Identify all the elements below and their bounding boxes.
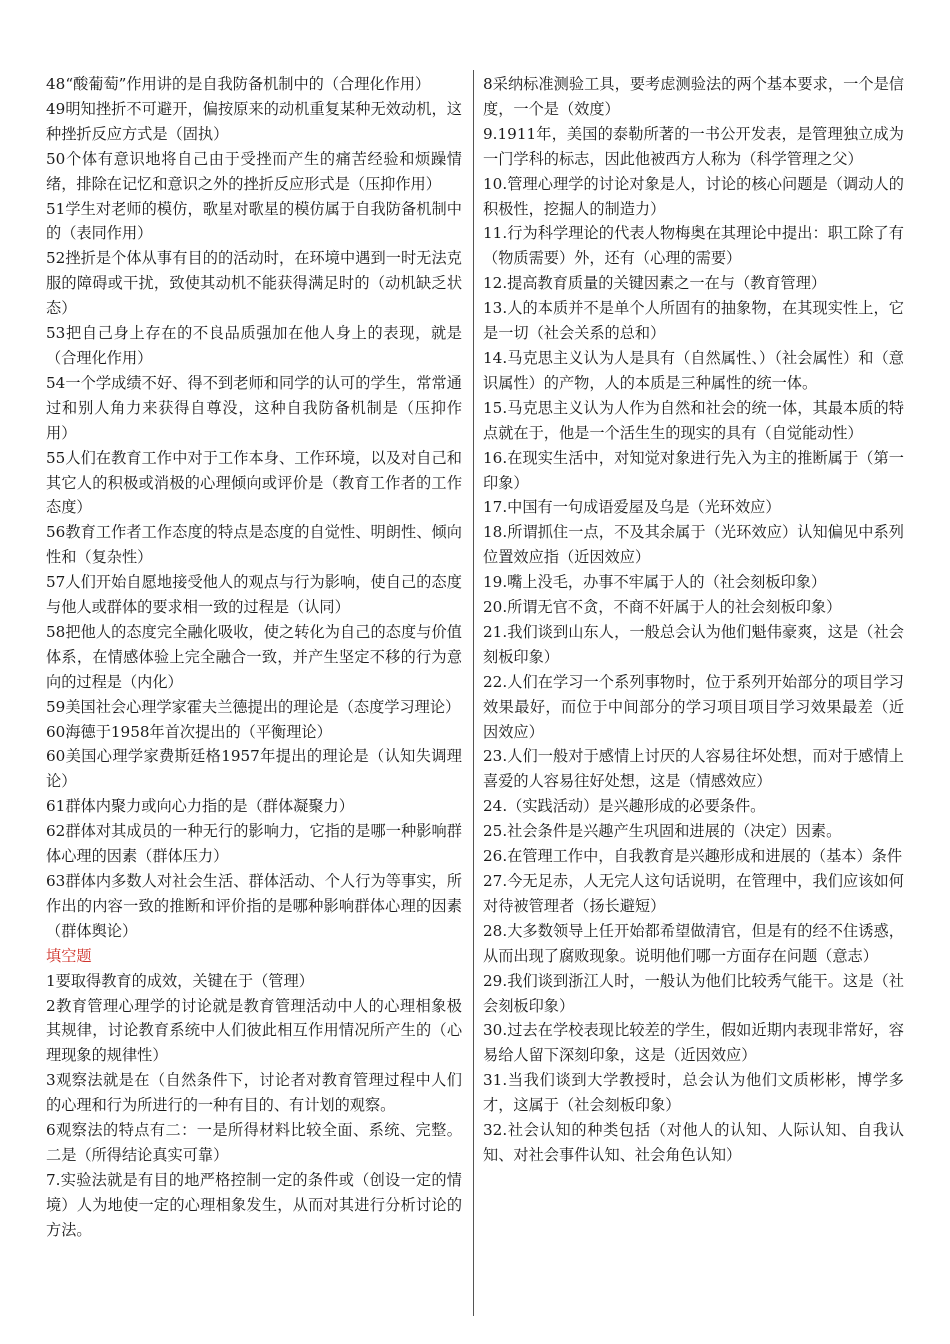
question-59: 59美国社会心理学家霍夫兰德提出的理论是（态度学习理论） bbox=[46, 697, 461, 716]
fill-item-18: 18.所谓抓住一点，不及其余属于（光环效应）认知偏见中系列位置效应指（近因效应） bbox=[483, 523, 904, 567]
fill-item-17: 17.中国有一句成语爱屋及乌是（光环效应） bbox=[483, 498, 781, 517]
question-54: 54一个学成绩不好、得不到老师和同学的认可的学生，常常通过和别人角力来获得自尊没，这种自我防备机制是（压抑作用） bbox=[46, 373, 462, 442]
fill-item-15: 15.马克思主义认为人作为自然和社会的统一体，其最本质的特点就在于，他是一个活生生的现实的具有（自觉能动性） bbox=[483, 398, 904, 442]
fill-item-8: 8采纳标准测验工具，要考虑测验法的两个基本要求，一个是信度，一个是（效度） bbox=[483, 75, 904, 118]
fill-item-23: 23.人们一般对于感情上讨厌的人容易往坏处想，而对于感情上喜爱的人容易往好处想，这是（情感效应） bbox=[483, 747, 904, 791]
fill-item-11: 11.行为科学理论的代表人物梅奥在其理论中提出：职工除了有（物质需要）外，还有（心理的需要） bbox=[483, 224, 904, 268]
question-48: 48“酸葡萄”作用讲的是自我防备机制中的（合理化作用） bbox=[46, 75, 431, 93]
question-51: 51学生对老师的模仿，歌星对歌星的模仿属于自我防备机制中的（表同作用） bbox=[46, 199, 462, 243]
question-58: 58把他人的态度完全融化吸收，使之转化为自己的态度与价值体系，在情感体验上完全融合一致，并产生坚定不移的行为意向的过程是（内化） bbox=[46, 622, 462, 691]
fill-item-27: 27.今无足赤，人无完人这句话说明，在管理中，我们应该如何对待被管理者（扬长避短） bbox=[483, 872, 904, 915]
fill-item-31: 31.当我们谈到大学教授时，总会认为他们文质彬彬，博学多才，这属于（社会刻板印象） bbox=[483, 1071, 904, 1115]
fill-item-16: 16.在现实生活中，对知觉对象进行先入为主的推断属于（第一印象） bbox=[483, 448, 904, 492]
fill-item-3: 3观察法就是在（自然条件下，讨论者对教育管理过程中人们的心理和行为所进行的一种有目的、有计划的观察。 bbox=[46, 1071, 462, 1115]
fill-item-6: 6观察法的特点有二：一是所得材料比较全面、系统、完整。二是（所得结论真实可靠） bbox=[46, 1121, 462, 1164]
question-62: 62群体对其成员的一种无行的影响力，它指的是哪一种影响群体心理的因素（群体压力） bbox=[46, 822, 462, 866]
fill-item-24: 24.（实践活动）是兴趣形成的必要条件。 bbox=[483, 797, 766, 816]
section-heading-fill-in: 填空题 bbox=[46, 946, 92, 965]
question-63: 63群体内多数人对社会生活、群体活动、个人行为等事实，所作出的内容一致的推断和评价指的是哪种影响群体心理的因素（群体舆论） bbox=[46, 872, 462, 940]
question-55: 55人们在教育工作中对于工作本身、工作环境，以及对自己和其它人的积极或消极的心理倾向或评价是（教育工作者的工作态度） bbox=[46, 448, 462, 517]
fill-item-28: 28.大多数领导上任开始都希望做清官，但是有的经不住诱惑，从而出现了腐败现象。说明他们哪一方面存在问题（意志） bbox=[483, 921, 904, 965]
fill-item-12: 12.提高教育质量的关键因素之一在与（教育管理） bbox=[483, 274, 827, 293]
fill-item-30: 30.过去在学校表现比较差的学生，假如近期内表现非常好，容易给人留下深刻印象，这是（近因效应） bbox=[483, 1021, 904, 1065]
fill-item-19: 19.嘴上没毛，办事不牢属于人的（社会刻板印象） bbox=[483, 573, 827, 592]
fill-item-1: 1要取得教育的成效，关键在于（管理） bbox=[46, 971, 314, 990]
question-56: 56教育工作者工作态度的特点是态度的自觉性、明朗性、倾向性和（复杂性） bbox=[46, 523, 462, 567]
question-60b: 60美国心理学家费斯廷格1957年提出的理论是（认知失调理论） bbox=[46, 747, 462, 791]
fill-item-13: 13.人的本质并不是单个人所固有的抽象物，在其现实性上，它是一切（社会关系的总和） bbox=[483, 299, 904, 343]
question-49: 49明知挫折不可避开，偏按原来的动机重复某种无效动机，这种挫折反应方式是（固执） bbox=[46, 99, 462, 143]
fill-item-25: 25.社会条件是兴趣产生巩固和进展的（决定）因素。 bbox=[483, 822, 842, 841]
question-61: 61群体内聚力或向心力指的是（群体凝聚力） bbox=[46, 797, 354, 816]
fill-item-7: 7.实验法就是有目的地严格控制一定的条件或（创设一定的情境）人为地使一定的心理相象发生，从而对其进行分析讨论的方法。 bbox=[46, 1170, 462, 1239]
fill-item-10: 10.管理心理学的讨论对象是人，讨论的核心问题是（调动人的积极性，挖掘人的制造力） bbox=[483, 174, 904, 218]
fill-item-21: 21.我们谈到山东人，一般总会认为他们魁伟豪爽，这是（社会刻板印象） bbox=[483, 622, 904, 666]
question-60a: 60海德于1958年首次提出的（平衡理论） bbox=[46, 722, 332, 741]
fill-item-14: 14.马克思主义认为人是具有（自然属性、）（社会属性）和（意识属性）的产物，人的本质是三种属性的统一体。 bbox=[483, 348, 904, 392]
fill-item-2: 2教育管理心理学的讨论就是教育管理活动中人的心理相象极其规律，讨论教育系统中人们彼此相互作用情况所产生的（心理现象的规律性） bbox=[46, 996, 462, 1065]
fill-item-29: 29.我们谈到浙江人时，一般认为他们比较秀气能干。这是（社会刻板印象） bbox=[483, 971, 904, 1015]
left-column bbox=[46, 72, 462, 1243]
fill-item-9: 9.1911年，美国的泰勒所著的一书公开发表，是管理独立成为一门学科的标志，因此他被西方人称为（科学管理之父） bbox=[483, 124, 904, 168]
question-57: 57人们开始自愿地接受他人的观点与行为影响，使自己的态度与他人或群体的要求相一致的过程是（认同） bbox=[46, 573, 462, 617]
question-53: 53把自己身上存在的不良品质强加在他人身上的表现，就是（合理化作用） bbox=[46, 324, 462, 367]
right-column bbox=[483, 72, 904, 1168]
fill-item-22: 22.人们在学习一个系列事物时，位于系列开始部分的项目学习效果最好，而位于中间部分的学习项目项目学习效果最差（近因效应） bbox=[483, 672, 904, 741]
question-52: 52挫折是个体从事有目的的活动时，在环境中遇到一时无法克服的障碍或干扰，致使其动机不能获得满足时的（动机缺乏状态） bbox=[46, 249, 462, 318]
question-50: 50个体有意识地将自己由于受挫而产生的痛苦经验和烦躁情绪，排除在记忆和意识之外的挫折反应形式是（压抑作用） bbox=[46, 149, 462, 193]
fill-item-20: 20.所谓无官不贪，不商不奸属于人的社会刻板印象） bbox=[483, 598, 842, 617]
fill-item-26: 26.在管理工作中，自我教育是兴趣形成和进展的（基本）条件 bbox=[483, 847, 903, 866]
fill-item-32: 32.社会认知的种类包括（对他人的认知、人际认知、自我认知、对社会事件认知、社会角色认知） bbox=[483, 1121, 904, 1164]
column-divider bbox=[473, 70, 474, 1316]
